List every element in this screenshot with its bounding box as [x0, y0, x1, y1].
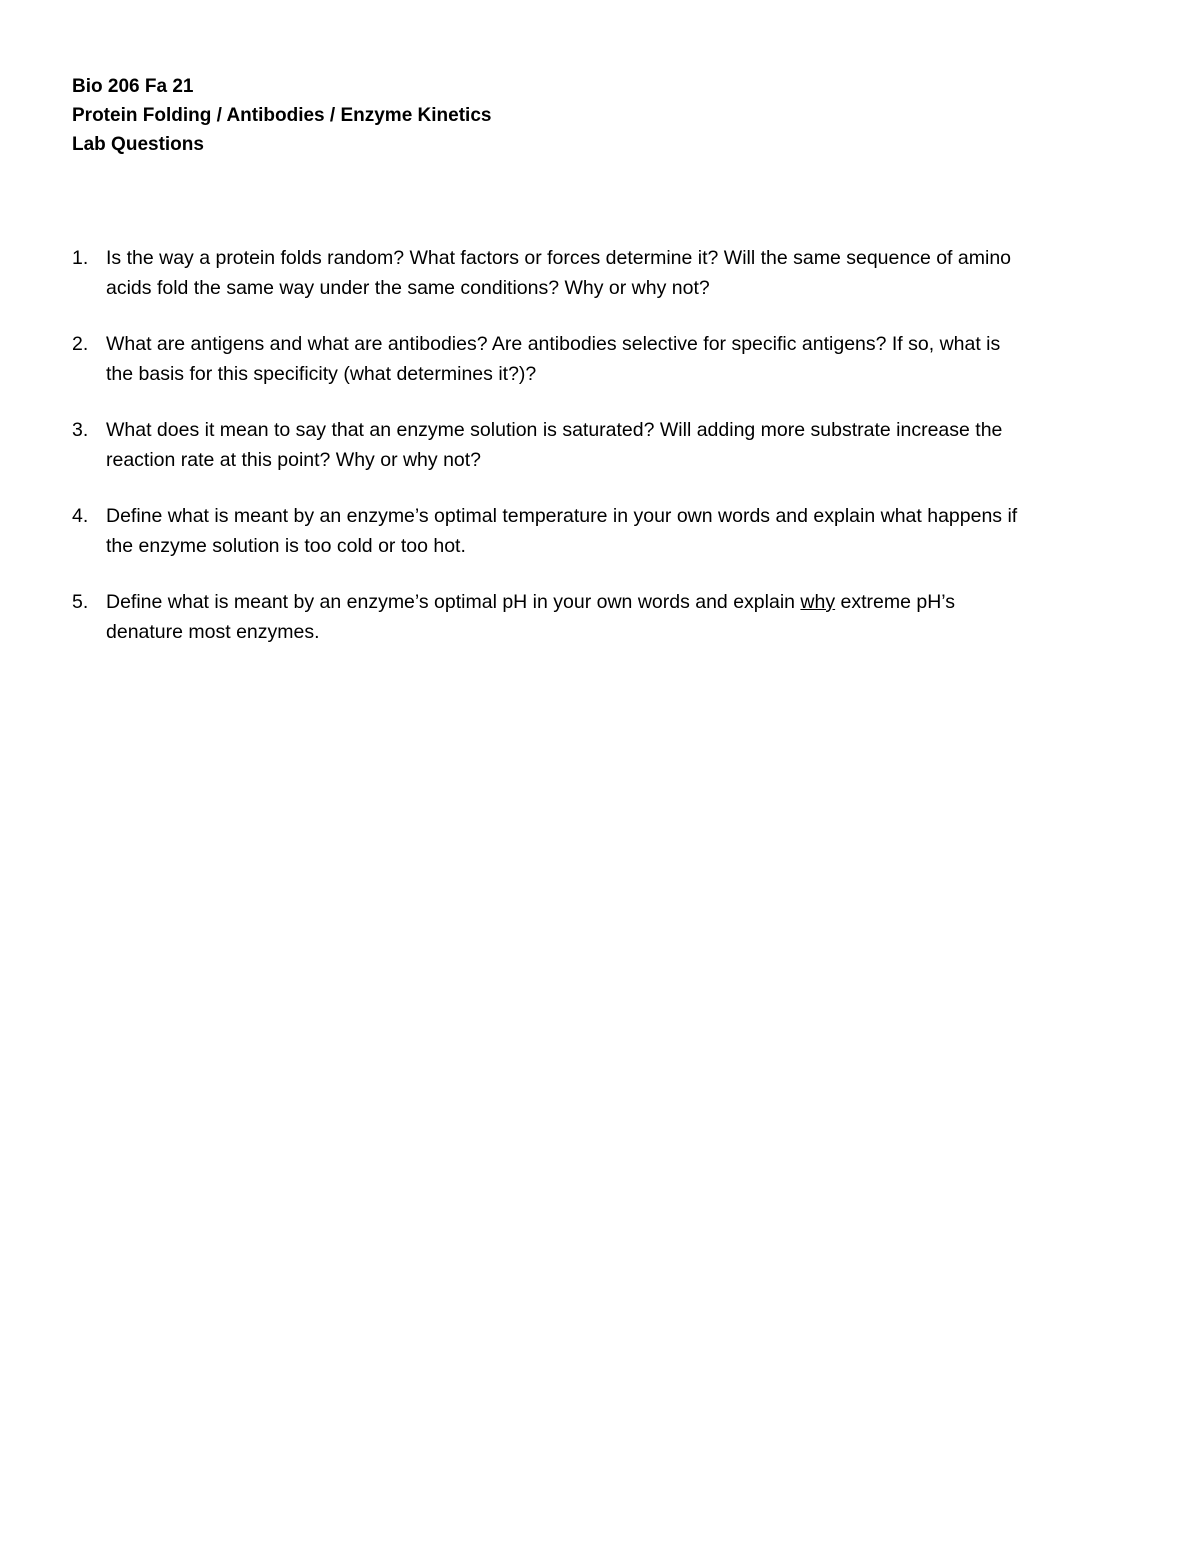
question-text-line: denature most enzymes. [106, 621, 320, 643]
question-list [72, 243, 1132, 673]
question-number: 5. [72, 591, 89, 613]
question-4 [72, 501, 1132, 561]
question-number: 3. [72, 419, 89, 441]
question-text-line: Is the way a protein folds random? What factors or forces determine it? Will the same sequence of amino [106, 247, 1012, 269]
question-text-line: Define what is meant by an enzyme’s optimal temperature in your own words and explain what happens if [106, 505, 1018, 527]
underlined-emphasis: why [800, 591, 836, 613]
question-1 [72, 243, 1132, 303]
question-number: 4. [72, 505, 89, 527]
question-text-line: acids fold the same way under the same conditions? Why or why not? [106, 277, 710, 299]
question-3 [72, 415, 1132, 475]
question-text-line: What are antigens and what are antibodies? Are antibodies selective for specific antigens? If so, what is [106, 333, 1001, 355]
question-text-segment: extreme pH’s [835, 591, 956, 613]
question-number: 2. [72, 333, 89, 355]
question-text-line: the enzyme solution is too cold or too hot. [106, 535, 466, 557]
subtitle: Lab Questions [72, 134, 204, 155]
question-text-segment: Define what is meant by an enzyme’s optimal pH in your own words and explain [106, 591, 801, 613]
question-text-line: the basis for this specificity (what determines it?)? [106, 363, 537, 385]
question-number: 1. [72, 247, 89, 269]
question-text-line: What does it mean to say that an enzyme solution is saturated? Will adding more substrate increase the [106, 419, 1003, 441]
question-text-line [106, 587, 1132, 617]
question-text-line: reaction rate at this point? Why or why not? [106, 449, 482, 471]
question-2 [72, 329, 1132, 389]
course-title: Bio 206 Fa 21 [72, 76, 194, 97]
question-5 [72, 587, 1132, 647]
topic-title: Protein Folding / Antibodies / Enzyme Kinetics [72, 105, 492, 126]
document-header [72, 72, 491, 159]
